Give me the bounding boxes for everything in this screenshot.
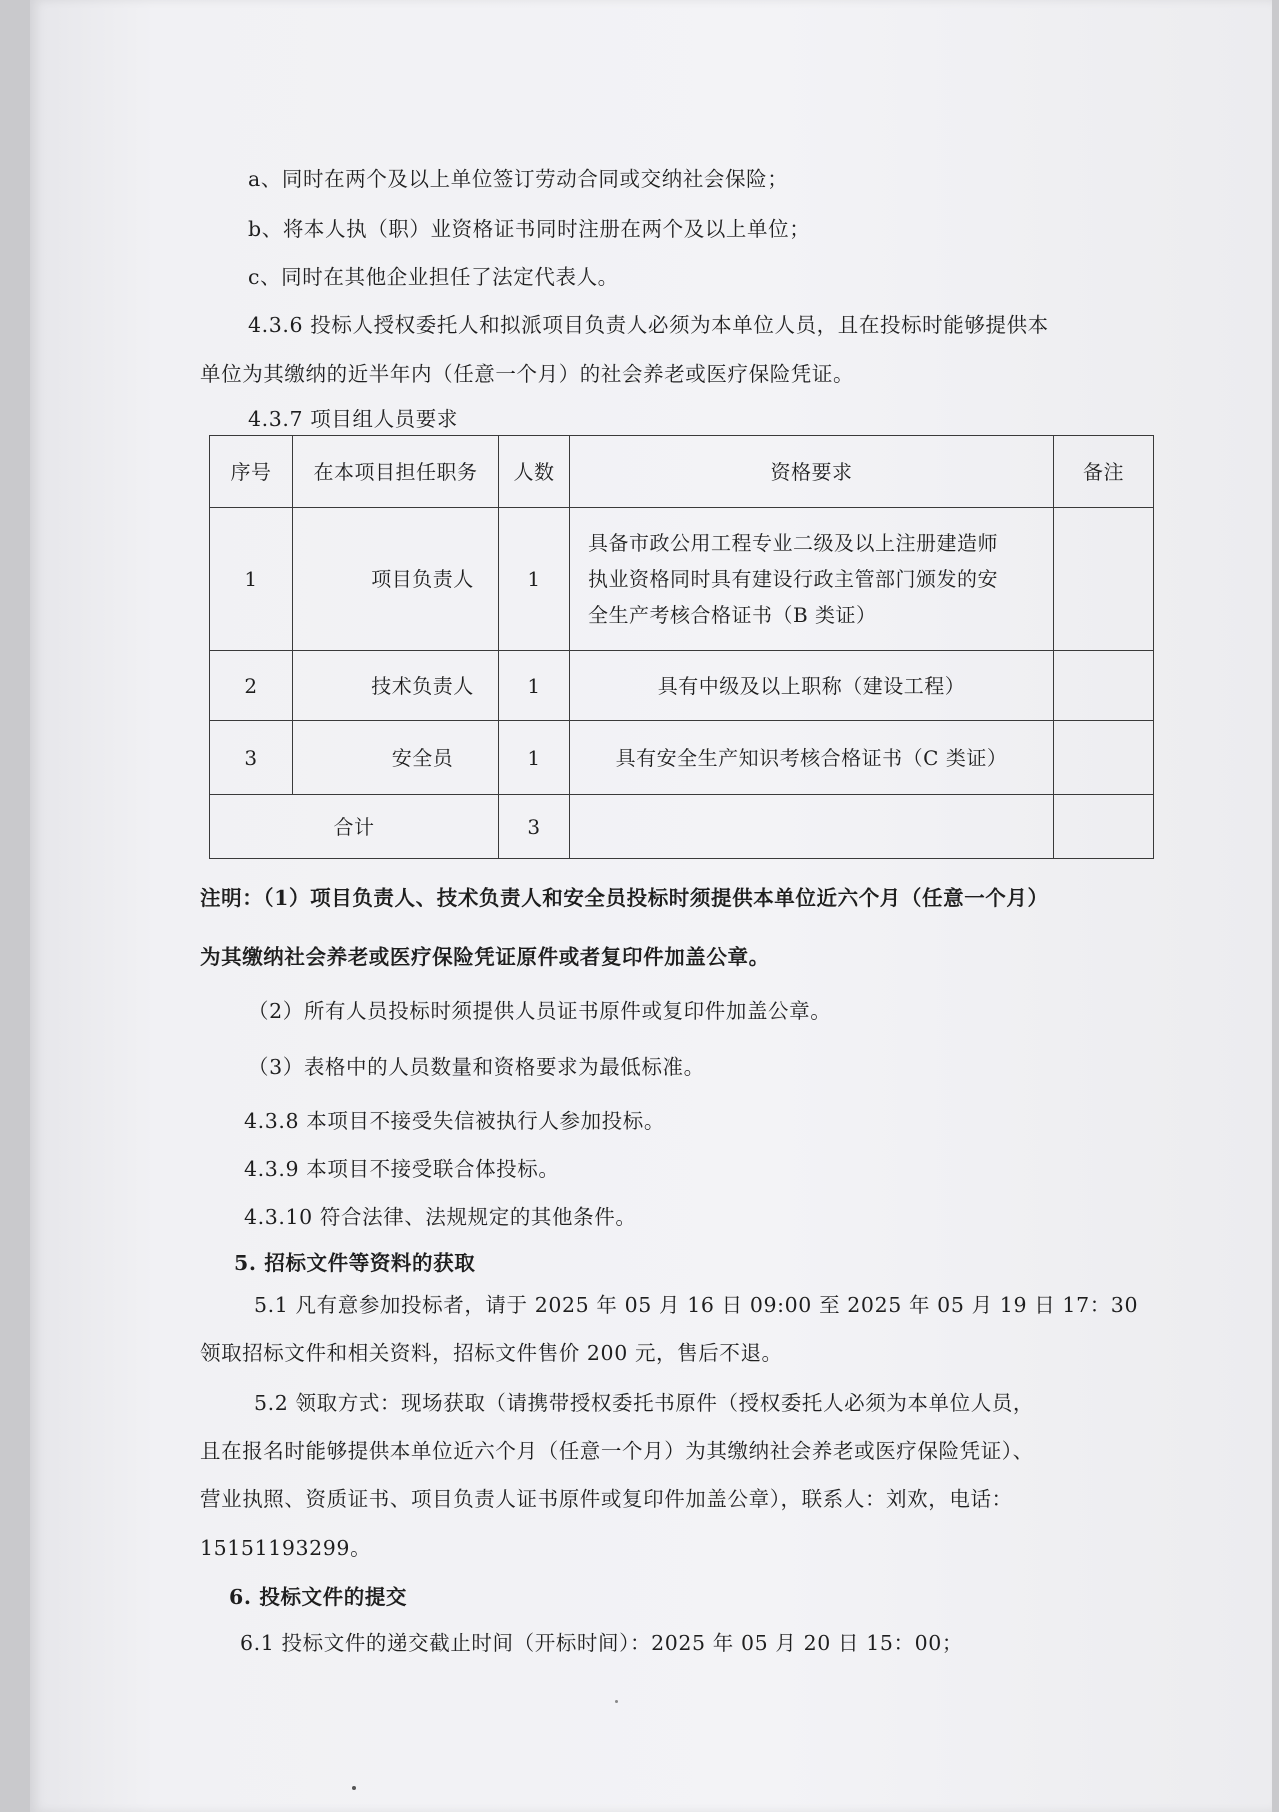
row-remark (1054, 651, 1154, 721)
total-remark (1054, 795, 1154, 859)
clause-4-3-6-line2: 单位为其缴纳的近半年内（任意一个月）的社会养老或医疗保险凭证。 (200, 362, 855, 386)
note-1-line2: 为其缴纳社会养老或医疗保险凭证原件或者复印件加盖公章。 (200, 945, 770, 969)
header-cell: 在本项目担任职务 (293, 436, 499, 508)
section-6-heading: 6. 投标文件的提交 (229, 1585, 408, 1609)
row-requirement: 具有安全生产知识考核合格证书（C 类证） (570, 721, 1054, 795)
row-remark (1054, 508, 1154, 651)
table-row (210, 651, 1154, 721)
row-remark (1054, 721, 1154, 795)
row-count: 1 (499, 721, 570, 795)
table-total-row (210, 795, 1154, 859)
para-5-2-line2: 且在报名时能够提供本单位近六个月（任意一个月）为其缴纳社会养老或医疗保险凭证）、 (200, 1439, 1034, 1463)
para-5-2-line3: 营业执照、资质证书、项目负责人证书原件或复印件加盖公章），联系人：刘欢，电话： (200, 1487, 1013, 1511)
header-cell: 人数 (499, 436, 570, 508)
total-count: 3 (499, 795, 570, 859)
table-header-row (210, 436, 1154, 508)
item-b: b、将本人执（职）业资格证书同时注册在两个及以上单位； (248, 217, 811, 241)
row-requirement (570, 508, 1054, 651)
requirement-line: 具备市政公用工程专业二级及以上注册建造师 (588, 531, 998, 555)
total-requirement (570, 795, 1054, 859)
row-role: 项目负责人 (293, 508, 499, 651)
header-cell: 资格要求 (570, 436, 1054, 508)
header-cell: 备注 (1054, 436, 1154, 508)
requirement-line: 执业资格同时具有建设行政主管部门颁发的安 (588, 567, 998, 591)
clause-4-3-10: 4.3.10 符合法律、法规规定的其他条件。 (244, 1205, 637, 1229)
para-6-1: 6.1 投标文件的递交截止时间（开标时间）：2025 年 05 月 20 日 15：00； (240, 1631, 963, 1655)
row-count: 1 (499, 651, 570, 721)
table-row (210, 508, 1154, 651)
row-count: 1 (499, 508, 570, 651)
row-role: 安全员 (293, 721, 499, 795)
para-5-1-line2: 领取招标文件和相关资料，招标文件售价 200 元，售后不退。 (200, 1341, 783, 1365)
row-role: 技术负责人 (293, 651, 499, 721)
para-5-2-line4: 15151193299。 (200, 1536, 372, 1560)
para-5-1-line1: 5.1 凡有意参加投标者，请于 2025 年 05 月 16 日 09:00 至 2025 年 05 月 19 日 17：30 (254, 1293, 1139, 1317)
paper-speck (615, 1700, 618, 1703)
clause-4-3-9: 4.3.9 本项目不接受联合体投标。 (244, 1157, 560, 1181)
section-5-heading: 5. 招标文件等资料的获取 (234, 1251, 476, 1275)
requirement-line: 全生产考核合格证书（B 类证） (588, 603, 877, 627)
header-cell: 序号 (210, 436, 293, 508)
staff-requirements-table (209, 435, 1154, 859)
paper-speck (352, 1786, 356, 1790)
clause-4-3-8: 4.3.8 本项目不接受失信被执行人参加投标。 (244, 1109, 665, 1133)
row-requirement: 具有中级及以上职称（建设工程） (570, 651, 1054, 721)
item-a: a、同时在两个及以上单位签订劳动合同或交纳社会保险； (248, 167, 789, 191)
note-3: （3）表格中的人员数量和资格要求为最低标准。 (248, 1055, 705, 1079)
table-row (210, 721, 1154, 795)
row-number: 3 (210, 721, 293, 795)
row-number: 2 (210, 651, 293, 721)
clause-4-3-6-line1: 4.3.6 投标人授权委托人和拟派项目负责人必须为本单位人员，且在投标时能够提供本 (248, 313, 1049, 337)
note-2: （2）所有人员投标时须提供人员证书原件或复印件加盖公章。 (248, 999, 832, 1023)
total-label: 合计 (210, 795, 499, 859)
para-5-2-line1: 5.2 领取方式：现场获取（请携带授权委托书原件（授权委托人必须为本单位人员， (254, 1391, 1035, 1415)
item-c: c、同时在其他企业担任了法定代表人。 (248, 265, 619, 289)
clause-4-3-7-title: 4.3.7 项目组人员要求 (248, 407, 458, 431)
row-number: 1 (210, 508, 293, 651)
note-1-line1: 注明：（1）项目负责人、技术负责人和安全员投标时须提供本单位近六个月（任意一个月） (200, 886, 1049, 910)
